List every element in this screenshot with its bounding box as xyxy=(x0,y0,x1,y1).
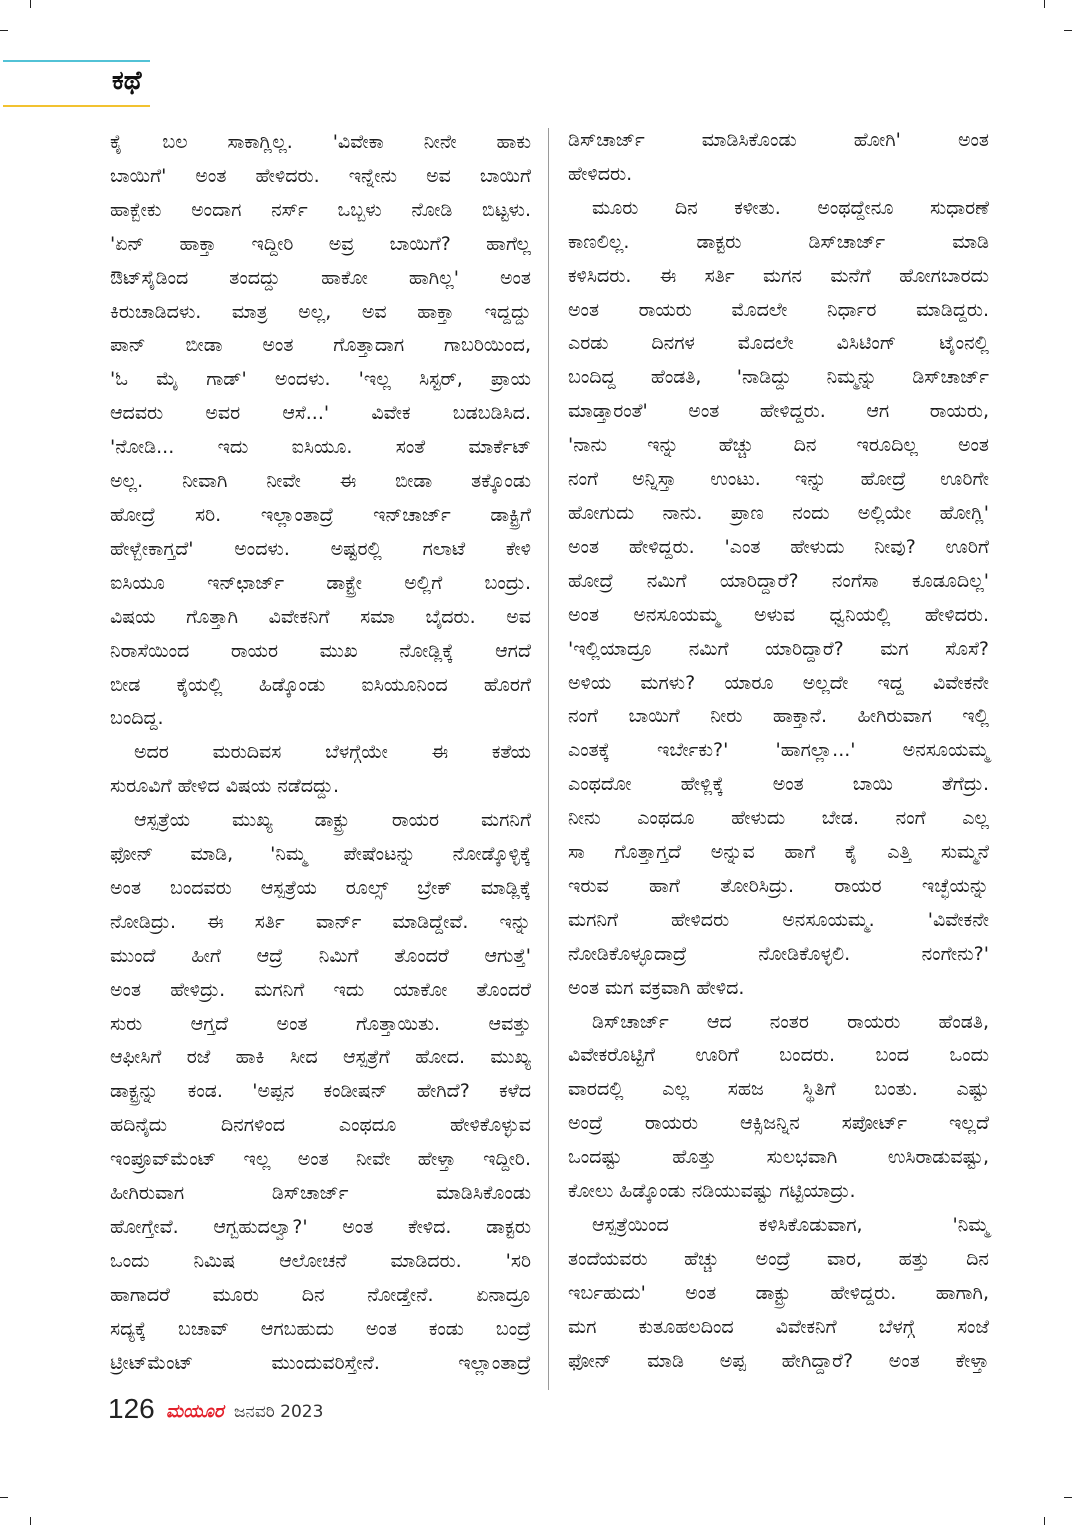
text-line: ಮೂರು ದಿನ ಕಳೀತು. ಅಂಥದ್ದೇನೂ ಸುಧಾರಣೆ xyxy=(592,196,989,219)
paragraph xyxy=(568,1209,989,1379)
text-line: ಮಗನಿಗೆ ಹೇಳಿದರು ಅನಸೂಯಮ್ಮ. 'ವಿವೇಕನೇ xyxy=(568,908,989,931)
text-line: ಬಂದಿದ್ದ ಹೆಂಡತಿ, 'ನಾಡಿದ್ದು ನಿಮ್ಮನ್ನು ಡಿಸ್‌ಚಾರ್ಜ್ xyxy=(568,366,989,389)
text-line: ಅದರ ಮರುದಿವಸ ಬೆಳಗ್ಗೆಯೇ ಈ ಕತೆಯ xyxy=(134,741,531,764)
text-line: ಕೈ ಬಲ ಸಾಕಾಗ್ಲಿಲ್ಲ. 'ವಿವೇಕಾ ನೀನೇ ಹಾಕು xyxy=(110,131,531,153)
text-line: ಐಸಿಯೂ ಇನ್‌ಛಾರ್ಜ್ ಡಾಕ್ಟ್ರೇ ಅಲ್ಲಿಗೆ ಬಂದ್ರು. xyxy=(110,571,531,594)
crop-mark-bottom-left-horizontal xyxy=(0,1497,8,1498)
text-line: ಮಾಡ್ತಾರಂತೆ' ಅಂತ ಹೇಳಿದ್ದರು. ಆಗ ರಾಯರು, xyxy=(568,400,989,423)
text-line: ಹೇಳ್ಬೇಕಾಗ್ತದೆ' ಅಂದಳು. ಅಷ್ಟರಲ್ಲಿ ಗಲಾಟೆ ಕೇಳಿ xyxy=(110,537,531,560)
text-line: ಮಗ ಕುತೂಹಲದಿಂದ ವಿವೇಕನಿಗೆ ಬೆಳಗ್ಗೆ ಸಂಜೆ xyxy=(568,1315,989,1338)
text-line: ಎಂಥದೋ ಹೇಳ್ಲಿಕ್ಕೆ ಅಂತ ಬಾಯಿ ತೆಗೆದ್ರು. xyxy=(568,773,989,796)
text-line: ಡಿಸ್‌ಚಾರ್ಜ್ ಆದ ನಂತರ ರಾಯರು ಹೆಂಡತಿ, xyxy=(592,1010,989,1033)
text-line: ಅಂತ ರಾಯರು ಮೊದಲೇ ನಿರ್ಧಾರ ಮಾಡಿದ್ದರು. xyxy=(568,298,989,321)
magazine-logo: ಮಯೂರ xyxy=(166,1401,224,1422)
text-line: ಅಂತ ಹೇಳಿದ್ದರು. 'ಎಂತ ಹೇಳುದು ನೀವು? ಊರಿಗೆ xyxy=(568,535,989,558)
crop-mark-bottom-right-vertical xyxy=(1044,1517,1045,1525)
text-line: ಫೋನ್ ಮಾಡಿ ಅಪ್ಪ ಹೇಗಿದ್ದಾರೆ? ಅಂತ ಕೇಳ್ತಾ xyxy=(568,1349,989,1372)
text-line: ಬೀಡ ಕೈಯಲ್ಲಿ ಹಿಡ್ಕೊಂಡು ಐಸಿಯೂನಿಂದ ಹೊರಗೆ xyxy=(110,673,531,696)
text-line: ಮುಂದೆ ಹೀಗೆ ಆದ್ರೆ ನಿಮಿಗೆ ತೊಂದರೆ ಆಗುತ್ತೆ' xyxy=(110,944,531,967)
text-line: ನಂಗೆ ಬಾಯಿಗೆ ನೀರು ಹಾಕ್ತಾನೆ. ಹೀಗಿರುವಾಗ ಇಲ್ಲಿ xyxy=(568,705,989,728)
crop-mark-top-left-vertical xyxy=(30,0,31,8)
section-title: ಕಥೆ xyxy=(112,66,142,96)
text-line: ಹೋಗ್ತೇವೆ. ಆಗ್ಬಹುದಲ್ವಾ?' ಅಂತ ಕೇಳಿದ. ಡಾಕ್ಟರು xyxy=(110,1216,531,1238)
text-line: ಬಾಯಿಗೆ' ಅಂತ ಹೇಳಿದರು. ಇನ್ನೇನು ಅವ ಬಾಯಿಗೆ xyxy=(110,164,531,187)
text-line: ಹೋದ್ರೆ ನಮಿಗೆ ಯಾರಿದ್ದಾರೆ? ನಂಗೆಸಾ ಕೂಡೂದಿಲ್ಲ' xyxy=(568,569,989,592)
text-line: ಔಟ್‌ಸೈಡಿಂದ ತಂದದ್ದು ಹಾಕೋ ಹಾಗಿಲ್ಲ' ಅಂತ xyxy=(110,266,531,289)
bottom-accent-rule xyxy=(3,105,150,107)
crop-mark-bottom-left-vertical xyxy=(30,1517,31,1525)
text-line: ನೀನು ಎಂಥದೂ ಹೇಳುದು ಬೇಡ. ನಂಗೆ ಎಲ್ಲ xyxy=(568,807,989,830)
text-line: 'ಏನ್ ಹಾಕ್ತಾ ಇದ್ದೀರಿ ಅವ್ರ ಬಾಯಿಗೆ? ಹಾಗೆಲ್ಲ xyxy=(110,232,531,255)
text-line: 'ಓ ಮೈ ಗಾಡ್' ಅಂದಳು. 'ಇಲ್ಲ ಸಿಸ್ಟರ್, ಪ್ರಾಯ xyxy=(110,368,531,391)
text-line: ಆದವರು ಅವರ ಆಸೆ...' ವಿವೇಕ ಬಡಬಡಿಸಿದ. xyxy=(110,402,531,425)
text-line: ಒಂದಷ್ಟು ಹೊತ್ತು ಸುಲಭವಾಗಿ ಉಸಿರಾಡುವಷ್ಟು, xyxy=(568,1146,989,1169)
text-line: ಹೀಗಿರುವಾಗ ಡಿಸ್‌ಚಾರ್ಜ್ ಮಾಡಿಸಿಕೊಂಡು xyxy=(110,1182,531,1205)
top-accent-rule xyxy=(3,60,150,62)
text-line: ಅಳಿಯ ಮಗಳು? ಯಾರೂ ಅಲ್ಲದೇ ಇದ್ದ ವಿವೇಕನೇ xyxy=(568,671,989,694)
text-line: ಆಸ್ಪತ್ರೆಯ ಮುಖ್ಯ ಡಾಕ್ಟ್ರು ರಾಯರ ಮಗನಿಗೆ xyxy=(134,809,531,832)
text-line: ಫೋನ್ ಮಾಡಿ, 'ನಿಮ್ಮ ಪೇಷೆಂಟನ್ನು ನೋಡ್ಕೊಳ್ಳಿಕ್ಕೆ xyxy=(110,843,531,866)
column-divider xyxy=(548,128,549,1390)
text-line: 'ನಾನು ಇನ್ನು ಹೆಚ್ಚು ದಿನ ಇರೂದಿಲ್ಲ ಅಂತ xyxy=(568,434,989,457)
text-line: ಅಂತ ಅನಸೂಯಮ್ಮ ಅಳುವ ಧ್ವನಿಯಲ್ಲಿ ಹೇಳಿದರು. xyxy=(568,603,989,626)
text-line: ಹಾಕ್ಬೇಕು ಅಂದಾಗ ನರ್ಸ್ ಒಬ್ಬಳು ನೋಡಿ ಬಿಟ್ಟಳು. xyxy=(110,198,531,221)
page-number: 126 xyxy=(108,1393,155,1424)
text-line: ವಿಷಯ ಗೊತ್ತಾಗಿ ವಿವೇಕನಿಗೆ ಸಮಾ ಬೈದರು. ಅವ xyxy=(110,605,531,628)
text-line: ಅಂದ್ರೆ ರಾಯರು ಆಕ್ಸಿಜನ್ನಿನ ಸಪೋರ್ಟ್ ಇಲ್ಲದೆ xyxy=(568,1112,989,1135)
text-line: ಕಿರುಚಾಡಿದಳು. ಮಾತ್ರ ಅಲ್ಲ, ಅವ ಹಾಕ್ತಾ ಇದ್ದದ್ದು xyxy=(110,300,531,323)
text-line: ಆಸ್ಪತ್ರೆಯಿಂದ ಕಳಿಸಿಕೊಡುವಾಗ, 'ನಿಮ್ಮ xyxy=(592,1214,989,1236)
text-line: ನಿರಾಸೆಯಿಂದ ರಾಯರ ಮುಖ ನೋಡ್ಲಿಕ್ಕೆ ಆಗದೆ xyxy=(110,639,531,662)
paragraph xyxy=(568,192,989,1006)
text-line: ಅಂತ ಬಂದವರು ಆಸ್ಪತ್ರೆಯ ರೂಲ್ಸ್ ಬ್ರೇಕ್ ಮಾಡ್ಲಿಕ್ಕೆ xyxy=(110,876,531,899)
paragraph xyxy=(110,804,531,1380)
text-line: ಸುರೂವಿಗೆ ಹೇಳಿದ ವಿಷಯ ನಡೆದದ್ದು. xyxy=(110,775,340,798)
text-line: 'ನೋಡಿ... ಇದು ಐಸಿಯೂ. ಸಂತೆ ಮಾರ್ಕೆಟ್ xyxy=(110,436,531,459)
text-line: ಡಾಕ್ಟ್ರನ್ನು ಕಂಡ. 'ಅಪ್ಪನ ಕಂಡೀಷನ್ ಹೇಗಿದೆ? ಕಳೆದ xyxy=(110,1080,531,1103)
text-line: ಕಳಿಸಿದರು. ಈ ಸರ್ತಿ ಮಗನ ಮನೆಗೆ ಹೋಗಬಾರದು xyxy=(568,264,989,287)
text-line: ವಾರದಲ್ಲಿ ಎಲ್ಲ ಸಹಜ ಸ್ಥಿತಿಗೆ ಬಂತು. ಎಷ್ಟು xyxy=(568,1078,989,1101)
text-line: ಇಂಪ್ರೂವ್‌ಮೆಂಟ್ ಇಲ್ಲ ಅಂತ ನೀವೇ ಹೇಳ್ತಾ ಇದ್ದೀರಿ. xyxy=(110,1148,531,1171)
paragraph xyxy=(568,124,989,192)
text-line: ಹದಿನೈದು ದಿನಗಳಿಂದ ಎಂಥದೂ ಹೇಳಿಕೊಳ್ಳುವ xyxy=(110,1114,531,1137)
paragraph xyxy=(110,126,531,736)
text-line: ಸಾ ಗೊತ್ತಾಗ್ತದೆ ಅನ್ನುವ ಹಾಗೆ ಕೈ ಎತ್ತಿ ಸುಮ್ಮನೆ xyxy=(568,841,989,864)
text-line: ಇರುವ ಹಾಗೆ ತೋರಿಸಿದ್ರು. ರಾಯರ ಇಚ್ಛೆಯನ್ನು xyxy=(568,874,989,897)
issue-date: ಜನವರಿ 2023 xyxy=(234,1402,324,1422)
text-line: ಇರ್ಬಹುದು' ಅಂತ ಡಾಕ್ಟ್ರು ಹೇಳಿದ್ದರು. ಹಾಗಾಗಿ, xyxy=(568,1281,989,1304)
text-line: ಹೋದ್ರೆ ಸರಿ. ಇಲ್ಲಾಂತಾದ್ರೆ ಇನ್‌ಚಾರ್ಜ್ ಡಾಕ್ಟ್ರಿಗೆ xyxy=(110,503,531,526)
paragraph xyxy=(568,1006,989,1209)
text-line: ಕಾಣಲಿಲ್ಲ. ಡಾಕ್ಟರು ಡಿಸ್‌ಚಾರ್ಜ್ ಮಾಡಿ xyxy=(568,230,989,253)
text-line: ಸದ್ಯಕ್ಕೆ ಬಚಾವ್ ಆಗಬಹುದು ಅಂತ ಕಂಡು ಬಂದ್ರೆ xyxy=(110,1317,531,1340)
crop-mark-bottom-right-horizontal xyxy=(1064,1497,1072,1498)
text-line: ಸುರು ಆಗ್ತದೆ ಅಂತ ಗೊತ್ತಾಯಿತು. ಆವತ್ತು xyxy=(110,1012,531,1035)
text-line: ಹಾಗಾದರೆ ಮೂರು ದಿನ ನೋಡ್ತೇನೆ. ಏನಾದ್ರೂ xyxy=(110,1283,531,1306)
text-line: ಬಂದಿದ್ದ. xyxy=(110,707,164,730)
text-line: 'ಇಲ್ಲಿಯಾದ್ರೂ ನಮಿಗೆ ಯಾರಿದ್ದಾರೆ? ಮಗ ಸೊಸೆ? xyxy=(568,637,989,660)
text-line: ಅಂತ ಹೇಳಿದ್ರು. ಮಗನಿಗೆ ಇದು ಯಾಕೋ ತೊಂದರೆ xyxy=(110,978,531,1001)
text-line: ವಿವೇಕರೊಟ್ಟಿಗೆ ಊರಿಗೆ ಬಂದರು. ಬಂದ ಒಂದು xyxy=(568,1044,989,1067)
crop-mark-top-right-horizontal xyxy=(1064,30,1072,31)
text-line: ಎರಡು ದಿನಗಳ ಮೊದಲೇ ವಿಸಿಟಿಂಗ್ ಟೈಂನಲ್ಲಿ xyxy=(568,332,989,355)
text-line: ಡಿಸ್‌ಚಾರ್ಜ್ ಮಾಡಿಸಿಕೊಂಡು ಹೋಗಿ' ಅಂತ xyxy=(568,129,989,151)
text-line: ಎಂತಕ್ಕೆ ಇರ್ಬೇಕು?' 'ಹಾಗಲ್ಲಾ...' ಅನಸೂಯಮ್ಮ xyxy=(568,739,989,762)
crop-mark-top-left-horizontal xyxy=(0,30,8,31)
text-line: ಕೋಲು ಹಿಡ್ಕೊಂಡು ನಡಿಯುವಷ್ಟು ಗಟ್ಟಿಯಾದ್ರು. xyxy=(568,1180,856,1203)
crop-mark-top-right-vertical xyxy=(1044,0,1045,8)
text-line: ಆಫೀಸಿಗೆ ರಜೆ ಹಾಕಿ ಸೀದ ಆಸ್ಪತ್ರೆಗೆ ಹೋದ. ಮುಖ್ಯ xyxy=(110,1046,531,1069)
text-line: ಅಲ್ಲ. ನೀವಾಗಿ ನೀವೇ ಈ ಬೀಡಾ ತಕ್ಕೊಂಡು xyxy=(110,470,531,493)
text-line: ಒಂದು ನಿಮಿಷ ಆಲೋಚನೆ ಮಾಡಿದರು. 'ಸರಿ xyxy=(110,1249,531,1272)
text-line: ನಂಗೆ ಅನ್ನಿಸ್ತಾ ಉಂಟು. ಇನ್ನು ಹೋದ್ರೆ ಊರಿಗೇ xyxy=(568,468,989,491)
text-line: ಟ್ರೀಟ್‌ಮೆಂಟ್ ಮುಂದುವರಿಸ್ತೇನೆ. ಇಲ್ಲಾಂತಾದ್ರೆ xyxy=(110,1351,531,1374)
left-column xyxy=(110,126,531,1381)
text-line: ನೋಡಿಕೊಳ್ಳೂದಾದ್ರೆ ನೋಡಿಕೊಳ್ಳಲಿ. ನಂಗೇನು?' xyxy=(568,942,989,965)
text-line: ಹೇಳಿದರು. xyxy=(568,162,633,185)
text-line: ತಂದೆಯವರು ಹೆಚ್ಚು ಅಂದ್ರೆ ವಾರ, ಹತ್ತು ದಿನ xyxy=(568,1247,989,1270)
text-line: ಅಂತ ಮಗ ವಕ್ರವಾಗಿ ಹೇಳಿದ. xyxy=(568,976,745,999)
paragraph xyxy=(110,736,531,804)
right-column xyxy=(568,124,989,1379)
text-line: ಪಾನ್ ಬೀಡಾ ಅಂತ ಗೊತ್ತಾದಾಗ ಗಾಬರಿಯಿಂದ, xyxy=(110,334,531,357)
text-line: ನೋಡಿದ್ರು. ಈ ಸರ್ತಿ ವಾರ್ನ್ ಮಾಡಿದ್ದೇವೆ. ಇನ್ನು xyxy=(110,910,531,933)
text-line: ಹೋಗುದು ನಾನು. ಪ್ರಾಣ ನಂದು ಅಲ್ಲಿಯೇ ಹೋಗ್ಲಿ' xyxy=(568,501,989,524)
